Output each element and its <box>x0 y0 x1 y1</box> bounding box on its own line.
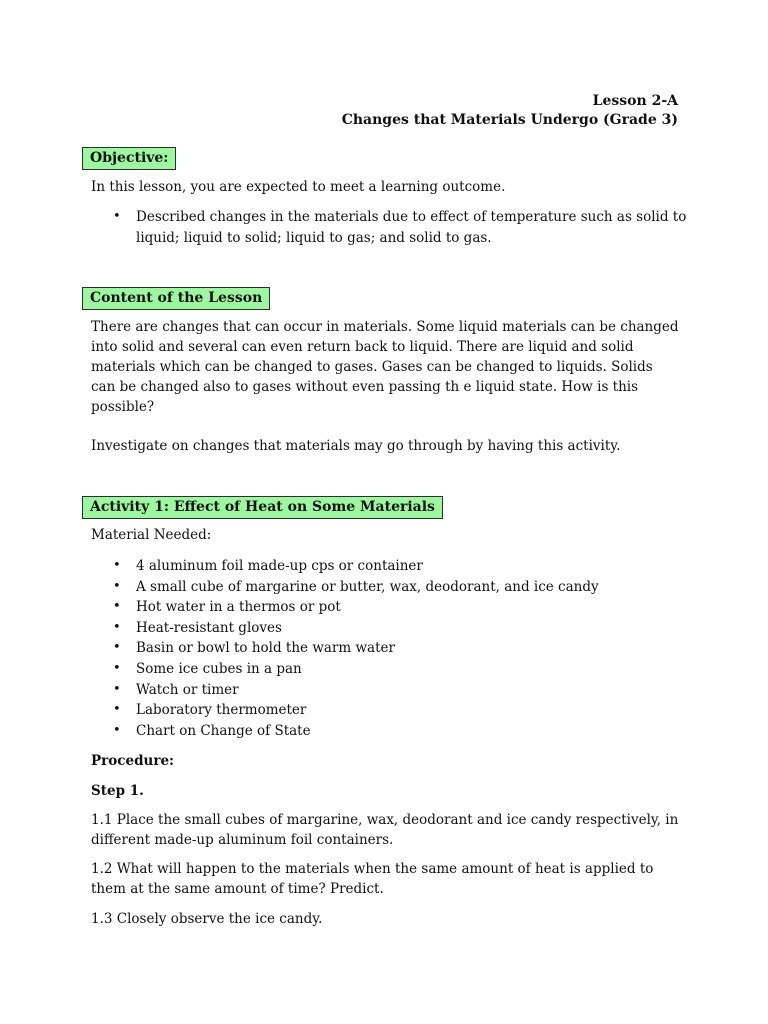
lesson-code: Lesson 2-A <box>592 93 678 109</box>
list-item <box>91 618 691 639</box>
material-text: Hot water in a thermos or pot <box>136 599 341 616</box>
objective-intro: In this lesson, you are expected to meet a learning outcome. <box>91 179 506 195</box>
bullet-icon: • <box>113 619 121 635</box>
materials-list <box>91 556 691 741</box>
bullet-icon: • <box>113 660 121 676</box>
list-item <box>91 700 691 721</box>
list-item <box>91 659 691 680</box>
material-text: Heat-resistant gloves <box>136 619 282 636</box>
bullet-icon: • <box>113 702 121 718</box>
step-label: Step 1. <box>91 783 144 799</box>
material-text: Chart on Change of State <box>136 722 311 739</box>
list-item <box>91 680 691 701</box>
bullet-icon: • <box>113 558 121 573</box>
list-item <box>91 556 691 577</box>
material-text: A small cube of margarine or butter, wax, deodorant, and ice candy <box>136 578 599 595</box>
objective-bullet-list <box>91 207 691 248</box>
material-text: Basin or bowl to hold the warm water <box>136 640 395 657</box>
material-text: Some ice cubes in a pan <box>136 660 302 677</box>
list-item <box>91 721 691 742</box>
bullet-icon: • <box>113 722 121 738</box>
material-text: Laboratory thermometer <box>136 702 307 719</box>
bullet-icon: • <box>113 681 121 697</box>
step-1-1: 1.1 Place the small cubes of margarine, wax, deodorant and ice candy respectively, in different made-up aluminum foil containers. <box>91 812 679 848</box>
list-item <box>91 597 691 618</box>
content-paragraph: There are changes that can occur in materials. Some liquid materials can be changed into solid and several can even return back to liquid. There are liquid and solid materials which can be changed to gases. Gases can be changed to liquids. Solids can be changed also to gases without even passing th e liquid state. How is this possible? <box>91 319 679 415</box>
objective-bullet-text: Described changes in the materials due to effect of temperature such as solid to liquid; liquid to solid; liquid to gas; and solid to gas. <box>136 209 687 246</box>
material-text: Watch or timer <box>136 681 239 698</box>
list-item <box>91 207 691 248</box>
investigate-paragraph: Investigate on changes that materials may go through by having this activity. <box>91 438 621 454</box>
bullet-icon: • <box>113 599 121 615</box>
objective-label: Objective: <box>82 147 176 170</box>
step-1-2: 1.2 What will happen to the materials when the same amount of heat is applied to them at the same amount of time? Predict. <box>91 861 654 897</box>
content-label: Content of the Lesson <box>82 287 270 310</box>
materials-label: Material Needed: <box>91 527 212 543</box>
step-1-3: 1.3 Closely observe the ice candy. <box>91 911 323 927</box>
list-item <box>91 577 691 598</box>
lesson-title: Changes that Materials Undergo (Grade 3) <box>341 112 678 128</box>
activity-label: Activity 1: Effect of Heat on Some Materials <box>82 496 443 519</box>
bullet-icon: • <box>113 578 121 594</box>
procedure-label: Procedure: <box>91 753 175 769</box>
material-text: 4 aluminum foil made-up cps or container <box>136 558 423 574</box>
bullet-icon: • <box>113 209 121 224</box>
list-item <box>91 638 691 659</box>
bullet-icon: • <box>113 640 121 656</box>
